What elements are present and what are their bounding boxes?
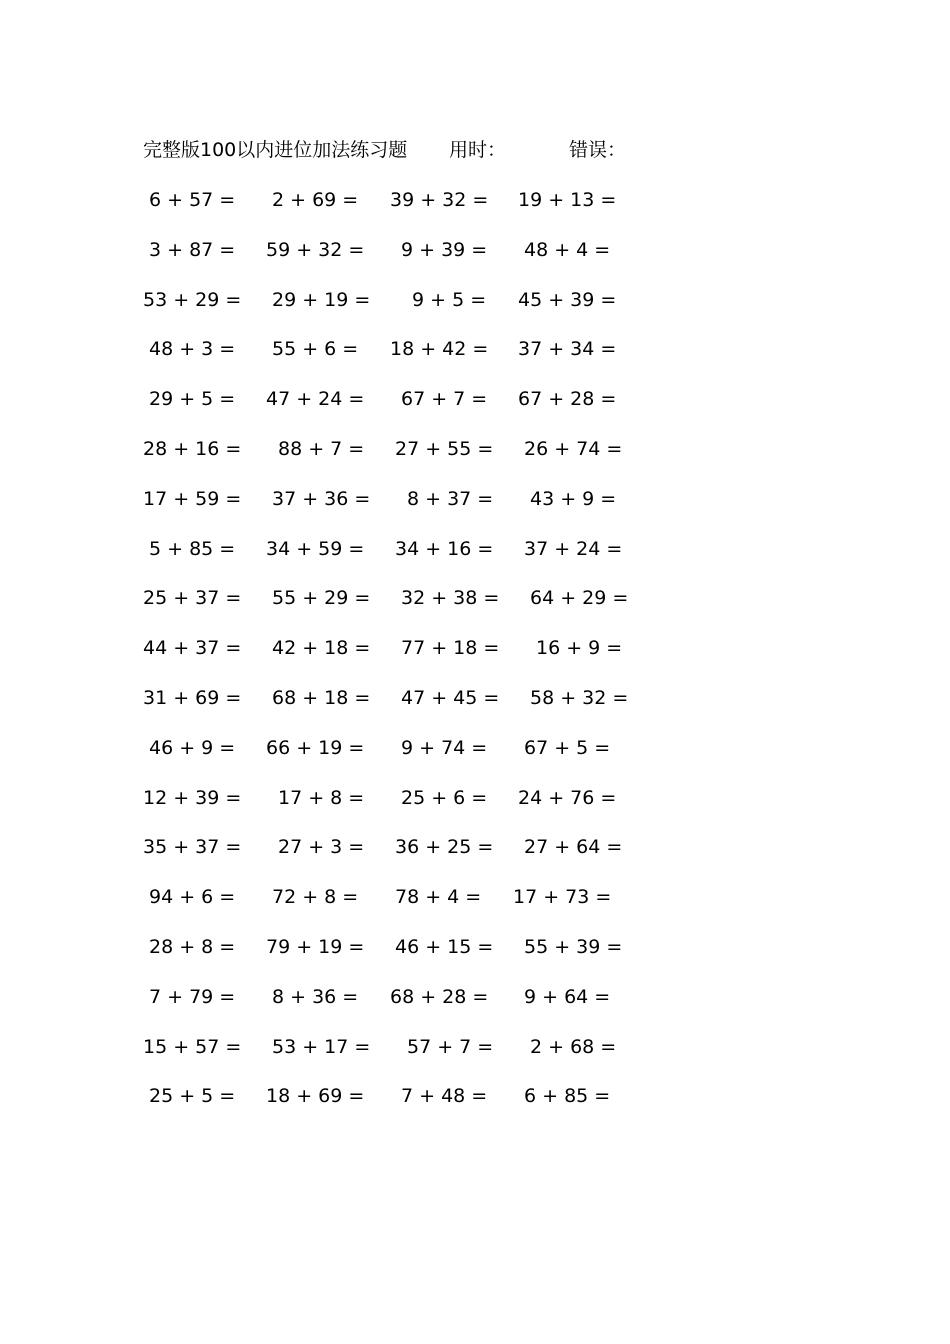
problem-r5-c3: 67 + 7 =: [401, 388, 488, 411]
problem-r19-c1: 25 + 5 =: [149, 1085, 236, 1108]
problem-r5-c1: 29 + 5 =: [149, 388, 236, 411]
problem-r2-c3: 9 + 39 =: [401, 238, 488, 261]
problem-r10-c4: 16 + 9 =: [536, 637, 623, 660]
problem-r1-c3: 39 + 32 =: [390, 189, 489, 211]
problem-r16-c1: 28 + 8 =: [149, 936, 236, 958]
problem-r14-c3: 36 + 25 =: [395, 836, 494, 859]
problem-r2-c2: 59 + 32 =: [266, 238, 365, 261]
problem-r8-c3: 34 + 16 =: [395, 537, 494, 560]
problem-r17-c1: 7 + 79 =: [149, 985, 236, 1008]
problem-r7-c1: 17 + 59 =: [143, 487, 242, 510]
problem-r11-c3: 47 + 45 =: [401, 687, 500, 709]
problem-r13-c4: 24 + 76 =: [518, 786, 617, 809]
problem-r18-c2: 53 + 17 =: [272, 1035, 371, 1058]
problem-r4-c4: 37 + 34 =: [518, 338, 617, 361]
problem-r16-c4: 55 + 39 =: [524, 936, 623, 958]
problem-r6-c1: 28 + 16 =: [143, 438, 242, 460]
problem-r12-c1: 46 + 9 =: [149, 736, 236, 759]
error-label: 错误：: [569, 139, 627, 161]
problem-r6-c3: 27 + 55 =: [395, 438, 494, 460]
problem-r11-c1: 31 + 69 =: [143, 687, 242, 709]
problem-r15-c4: 17 + 73 =: [513, 886, 612, 909]
problem-r11-c4: 58 + 32 =: [530, 687, 629, 709]
problem-r10-c1: 44 + 37 =: [143, 637, 242, 660]
problem-r1-c1: 6 + 57 =: [149, 189, 236, 211]
problem-r17-c3: 68 + 28 =: [390, 985, 489, 1008]
problem-r6-c4: 26 + 74 =: [524, 438, 623, 460]
problem-r13-c1: 12 + 39 =: [143, 786, 242, 809]
problem-r19-c4: 6 + 85 =: [524, 1085, 611, 1108]
problem-r9-c4: 64 + 29 =: [530, 587, 629, 610]
problem-r7-c2: 37 + 36 =: [272, 487, 371, 510]
problem-r11-c2: 68 + 18 =: [272, 687, 371, 709]
problem-r15-c1: 94 + 6 =: [149, 886, 236, 909]
worksheet-title: 完整版100以内进位加法练习题: [143, 139, 408, 161]
problem-r1-c4: 19 + 13 =: [518, 189, 617, 211]
problem-r12-c4: 67 + 5 =: [524, 736, 611, 759]
problem-r14-c4: 27 + 64 =: [524, 836, 623, 859]
problem-r16-c3: 46 + 15 =: [395, 936, 494, 958]
problem-r9-c3: 32 + 38 =: [401, 587, 500, 610]
problem-r13-c2: 17 + 8 =: [278, 786, 365, 809]
problem-r18-c3: 57 + 7 =: [407, 1035, 494, 1058]
problem-r4-c3: 18 + 42 =: [390, 338, 489, 361]
problem-r8-c1: 5 + 85 =: [149, 537, 236, 560]
problem-r5-c2: 47 + 24 =: [266, 388, 365, 411]
problem-r12-c3: 9 + 74 =: [401, 736, 488, 759]
problem-r17-c4: 9 + 64 =: [524, 985, 611, 1008]
problem-r19-c2: 18 + 69 =: [266, 1085, 365, 1108]
problem-r7-c4: 43 + 9 =: [530, 487, 617, 510]
problem-r8-c4: 37 + 24 =: [524, 537, 623, 560]
problem-r3-c3: 9 + 5 =: [412, 288, 487, 311]
problem-r17-c2: 8 + 36 =: [272, 985, 359, 1008]
problem-r7-c3: 8 + 37 =: [407, 487, 494, 510]
problem-r15-c2: 72 + 8 =: [272, 886, 359, 909]
problem-r5-c4: 67 + 28 =: [518, 388, 617, 411]
problem-r2-c4: 48 + 4 =: [524, 238, 611, 261]
problem-r18-c1: 15 + 57 =: [143, 1035, 242, 1058]
problem-r12-c2: 66 + 19 =: [266, 736, 365, 759]
problem-r13-c3: 25 + 6 =: [401, 786, 488, 809]
problem-r9-c2: 55 + 29 =: [272, 587, 371, 610]
problem-r1-c2: 2 + 69 =: [272, 189, 359, 211]
problem-r18-c4: 2 + 68 =: [530, 1035, 617, 1058]
problem-r3-c2: 29 + 19 =: [272, 288, 371, 311]
problem-r14-c2: 27 + 3 =: [278, 836, 365, 859]
problem-r2-c1: 3 + 87 =: [149, 238, 236, 261]
problem-r3-c1: 53 + 29 =: [143, 288, 242, 311]
problem-r8-c2: 34 + 59 =: [266, 537, 365, 560]
problem-r4-c1: 48 + 3 =: [149, 338, 236, 361]
problem-r10-c2: 42 + 18 =: [272, 637, 371, 660]
problem-r4-c2: 55 + 6 =: [272, 338, 359, 361]
problem-r6-c2: 88 + 7 =: [278, 438, 365, 460]
problem-r14-c1: 35 + 37 =: [143, 836, 242, 859]
problem-r3-c4: 45 + 39 =: [518, 288, 617, 311]
problem-r16-c2: 79 + 19 =: [266, 936, 365, 958]
problem-r9-c1: 25 + 37 =: [143, 587, 242, 610]
problem-r15-c3: 78 + 4 =: [395, 886, 482, 909]
time-label: 用时：: [449, 139, 507, 161]
problem-r10-c3: 77 + 18 =: [401, 637, 500, 660]
problem-r19-c3: 7 + 48 =: [401, 1085, 488, 1108]
